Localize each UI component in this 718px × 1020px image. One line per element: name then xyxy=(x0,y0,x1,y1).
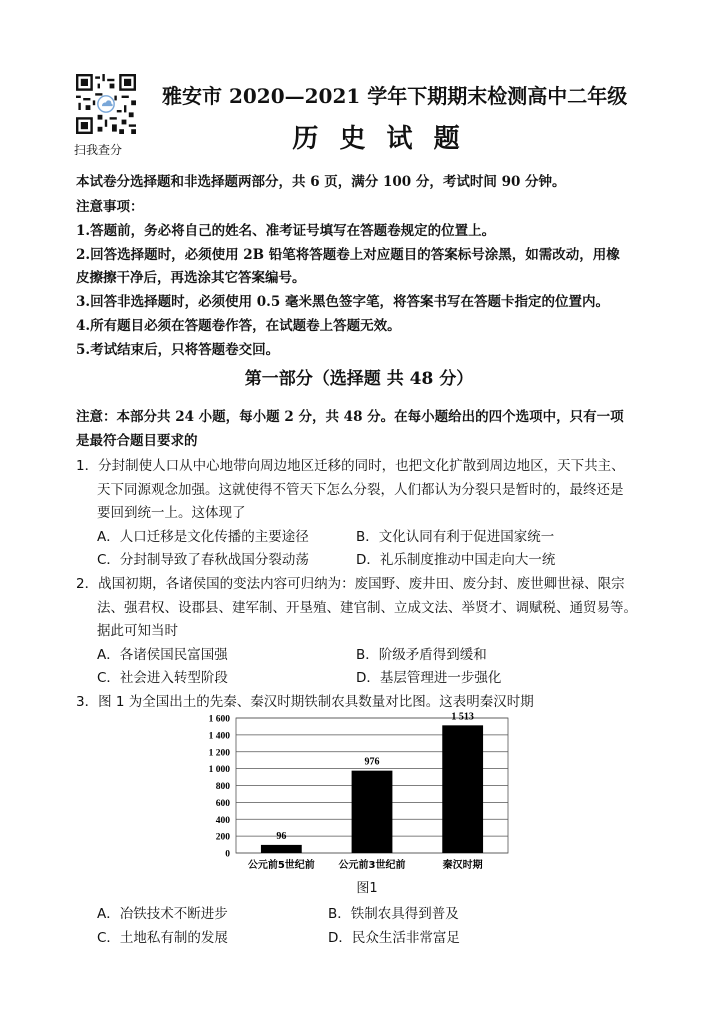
chart-y-tick-label: 1 400 xyxy=(208,731,230,742)
note-line: 皮擦擦干净后，再选涂其它答案编号。 xyxy=(76,270,306,286)
question-3-line: 3．图 1 为全国出土的先秦、秦汉时期铁制农具数量对比图。这表明秦汉时期 xyxy=(76,694,534,710)
question-2-line: 法、强君权、设郡县、建军制、开垦殖、建官制、立成文法、举贤才、调赋税、通贸易等。 xyxy=(97,600,637,616)
chart-y-tick-label: 200 xyxy=(215,832,230,843)
note-line: 1.答题前，务必将自己的姓名、准考证号填写在答题卷规定的位置上。 xyxy=(76,223,496,239)
chart-y-tick-label: 800 xyxy=(215,782,230,792)
note-line: 2.回答选择题时，必须使用 2B 铅笔将答题卷上对应题目的答案标号涂黑，如需改动，用橡 xyxy=(76,247,620,263)
chart-bar xyxy=(442,725,483,853)
section-note: 注意：本部分共 24 小题，每小题 2 分，共 48 分。在每小题给出的四个选项中，只有一项 xyxy=(76,409,624,425)
question-3-option-d: D．民众生活非常富足 xyxy=(328,930,460,946)
question-3-option-b: B．铁制农具得到普及 xyxy=(328,906,459,922)
section-title: 第一部分（选择题 共 48 分） xyxy=(244,369,474,389)
question-2-line: 据此可知当时 xyxy=(97,623,178,639)
qr-caption: 扫我查分 xyxy=(74,143,123,157)
question-3-option-a: A．冶铁技术不断进步 xyxy=(97,906,228,922)
question-1-option-d: D．礼乐制度推动中国走向大一统 xyxy=(356,552,556,568)
question-1-line: 要回到统一上。这体现了 xyxy=(97,505,246,521)
chart-category-label: 秦汉时期 xyxy=(442,860,483,871)
note-line: 4.所有题目必须在答题卷作答，在试题卷上答题无效。 xyxy=(76,318,401,334)
chart-value-label: 1 513 xyxy=(451,712,474,723)
bar-chart xyxy=(196,712,526,877)
question-1-line: 天下同源观念加强。这就使得不管天下怎么分裂，人们都认为分裂只是暂时的，最终还是 xyxy=(97,482,624,498)
question-1-option-b: B．文化认同有利于促进国家统一 xyxy=(356,529,555,545)
exam-intro: 本试卷分选择题和非选择题两部分，共 6 页，满分 100 分，考试时间 90 分钟。 xyxy=(76,174,566,190)
question-1-line: 1．分封制使人口从中心地带向周边地区迁移的同时，也把文化扩散到周边地区，天下共主、 xyxy=(76,458,625,474)
question-2-option-b: B．阶级矛盾得到缓和 xyxy=(356,647,487,663)
chart-category-labels xyxy=(248,858,483,871)
chart-y-tick-label: 600 xyxy=(215,798,230,809)
chart-bar xyxy=(352,771,393,853)
question-3-option-c: C．土地私有制的发展 xyxy=(97,930,228,946)
chart-category-label: 公元前3世纪前 xyxy=(338,860,406,871)
chart-y-ticks xyxy=(209,715,231,860)
chart-value-label: 96 xyxy=(276,830,287,842)
chart-y-tick-label: 1 600 xyxy=(208,714,230,725)
chart-y-tick-label: 1 000 xyxy=(208,765,230,776)
question-1-option-a: A．人口迁移是文化传播的主要途径 xyxy=(97,529,309,545)
question-2-option-a: A．各诸侯国民富国强 xyxy=(97,647,228,663)
notes-heading: 注意事项： xyxy=(76,199,144,215)
exam-subtitle: 历 史 试 题 xyxy=(292,124,466,154)
chart-category-label: 公元前5世纪前 xyxy=(247,860,315,871)
exam-title: 雅安市 2020—2021 学年下期期末检测高中二年级 xyxy=(162,84,628,108)
chart-y-tick-label: 0 xyxy=(225,849,230,860)
question-1-option-c: C．分封制导致了春秋战国分裂动荡 xyxy=(97,552,309,568)
note-line: 3.回答非选择题时，必须使用 0.5 毫米黑色签字笔，将答案书写在答题卡指定的位置内。 xyxy=(76,294,609,310)
chart-y-tick-label: 1 200 xyxy=(208,748,230,759)
figure-caption: 图1 xyxy=(356,881,378,896)
chart-bars xyxy=(261,725,483,853)
section-note: 是最符合题目要求的 xyxy=(76,433,198,449)
question-2-line: 2．战国初期，各诸侯国的变法内容可归纳为：废国野、废井田、废分封、废世卿世禄、限宗 xyxy=(76,576,625,592)
question-2-option-d: D．基层管理进一步强化 xyxy=(356,670,502,686)
chart-bar xyxy=(261,845,302,853)
note-line: 5.考试结束后，只将答题卷交回。 xyxy=(76,342,280,358)
chart-y-tick-label: 400 xyxy=(215,815,230,826)
chart-value-label: 976 xyxy=(364,756,380,768)
question-2-option-c: C．社会进入转型阶段 xyxy=(97,670,228,686)
